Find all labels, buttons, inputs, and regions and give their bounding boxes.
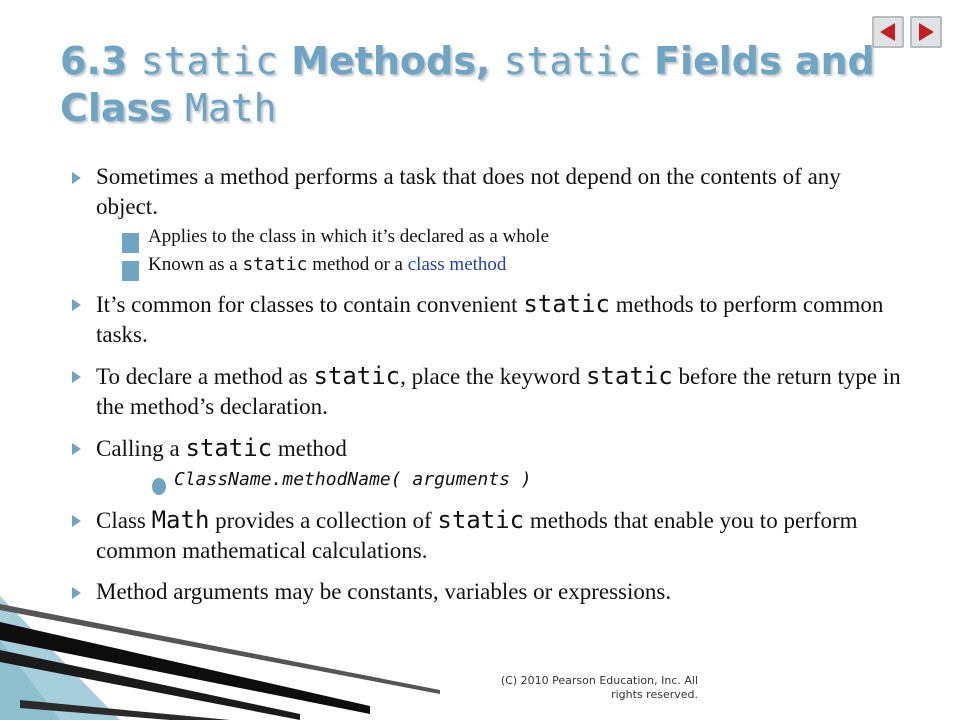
bullet-6-text: Method arguments may be constants, variables or expressions. (96, 579, 672, 604)
title-static-keyword-2: static (503, 39, 641, 83)
sub-bullet-1 (96, 224, 902, 250)
title-number: 6.3 (60, 39, 128, 83)
bullet-4-code: static (185, 434, 273, 462)
bullet-3-post: before the return type in the method’s declaration. (96, 364, 901, 419)
bullet-5-code-1: Math (151, 506, 210, 534)
title-text-1: Methods, (291, 39, 491, 83)
class-method-link: class method (407, 254, 507, 275)
bullet-item-1 (72, 162, 902, 278)
bullet-5-post: methods that enable you to perform common mathematical calculations. (96, 508, 858, 563)
footer-line-1: (C) 2010 Pearson Education, Inc. All (500, 674, 698, 687)
title-math-keyword: Math (185, 86, 277, 130)
method-call-syntax: ClassName.methodName( arguments ) (174, 469, 532, 490)
footer-line-2: rights reserved. (611, 688, 698, 701)
left-arrow-icon (877, 21, 899, 43)
bullet-item-2 (72, 289, 902, 350)
arrow-bullet-icon (72, 443, 81, 455)
bullet-item-4 (72, 433, 902, 494)
bullet-5-mid: provides a collection of (215, 508, 432, 533)
sub-bullet-3 (96, 466, 902, 494)
dot-bullet-icon (152, 478, 166, 495)
bullet-item-3 (72, 361, 902, 422)
next-slide-button[interactable] (910, 16, 942, 48)
bullet-item-6 (72, 577, 902, 607)
square-bullet-icon (122, 233, 139, 253)
bullet-item-5 (72, 505, 902, 566)
sub-bullet-2 (96, 252, 902, 278)
sub-bullet-2-pre: Known as a (148, 254, 238, 275)
bullet-4-pre: Calling a (96, 436, 180, 461)
sub-bullet-1-text: Applies to the class in which it’s declared as a whole (148, 226, 550, 247)
sub-bullet-2-mid: method or a (312, 254, 403, 275)
square-bullet-icon (122, 261, 139, 281)
bullet-5-code-2: static (437, 506, 525, 534)
bullet-1-text: Sometimes a method performs a task that does not depend on the contents of any object. (96, 164, 841, 219)
title-text-2: Fields and Class (60, 39, 875, 130)
bullet-3-pre: To declare a method as (96, 364, 308, 389)
arrow-bullet-icon (72, 587, 81, 599)
bullet-3-code-2: static (585, 362, 673, 390)
sub-bullet-2-code: static (242, 254, 308, 275)
slide-title (60, 38, 880, 132)
arrow-bullet-icon (72, 172, 81, 184)
arrow-bullet-icon (72, 299, 81, 311)
bullet-3-mid: , place the keyword (400, 364, 581, 389)
right-arrow-icon (915, 21, 937, 43)
copyright-footer (440, 674, 698, 702)
arrow-bullet-icon (72, 515, 81, 527)
bullet-5-pre: Class (96, 508, 146, 533)
bullet-3-code-1: static (313, 362, 401, 390)
bullet-2-pre: It’s common for classes to contain convenient (96, 292, 518, 317)
arrow-bullet-icon (72, 371, 81, 383)
bullet-2-post: methods to perform common tasks. (96, 292, 884, 347)
bullet-4-post: method (277, 436, 347, 461)
title-static-keyword-1: static (140, 39, 278, 83)
bullet-2-code: static (523, 290, 611, 318)
bullet-list (72, 162, 902, 618)
